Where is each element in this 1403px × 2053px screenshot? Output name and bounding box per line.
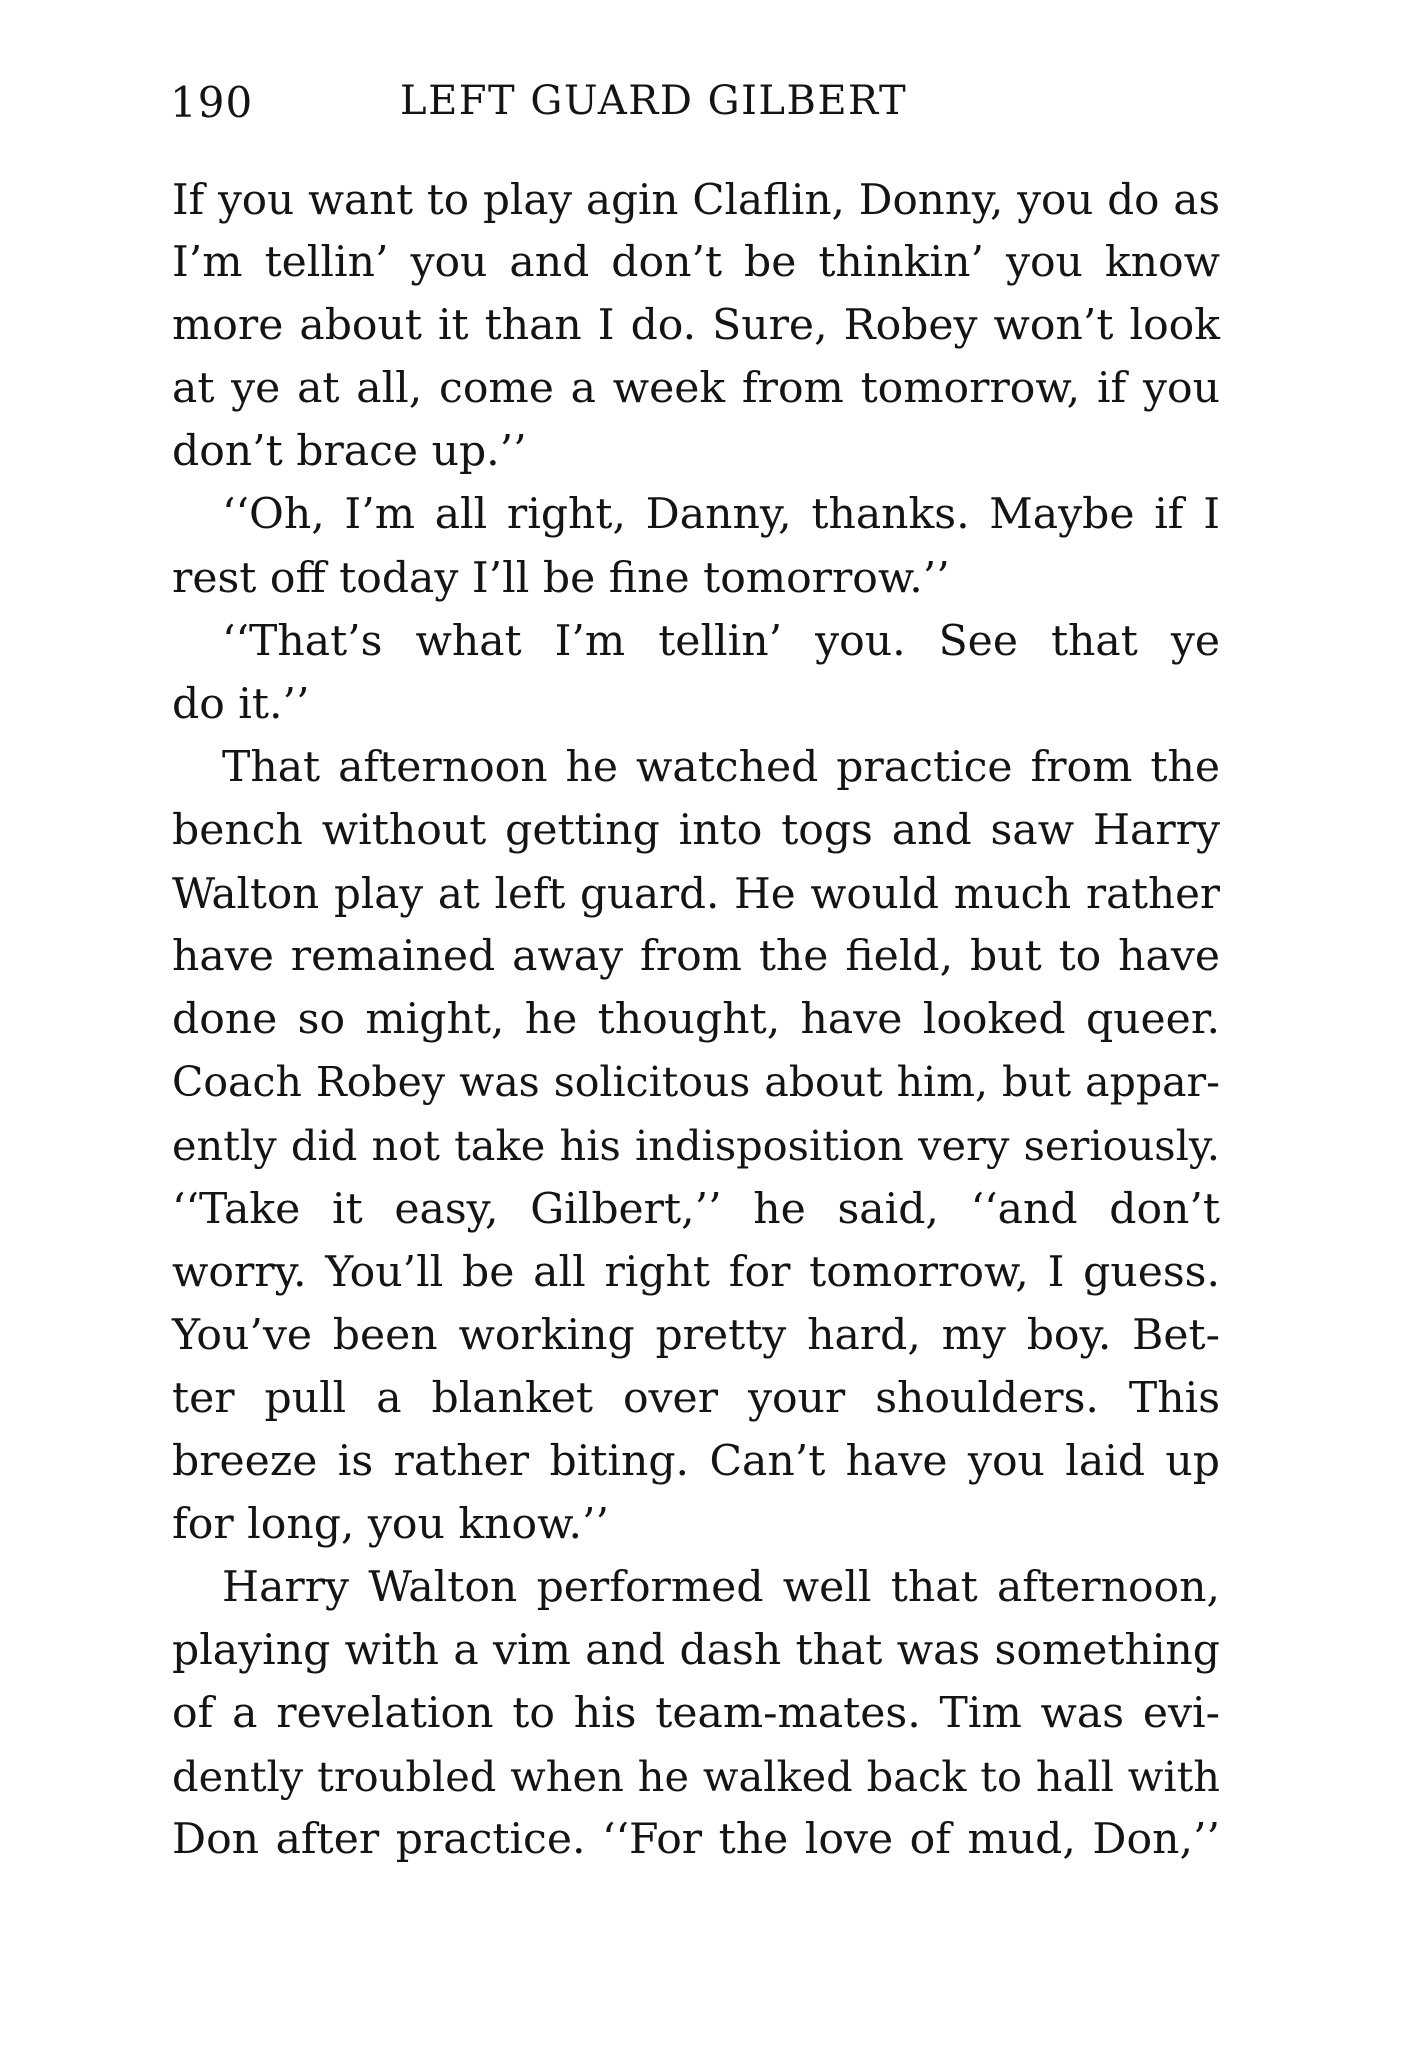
text-line: done so might, he thought, have looked queer. [172,995,1220,1045]
text-line: Walton play at left guard. He would much rather [172,869,1220,919]
text-line: more about it than I do. Sure, Robey won’t look [172,301,1220,351]
text-line: ‘‘That’s what I’m tellin’ you. See that ye [222,616,1220,666]
text-line: for long, you know.’’ [172,1499,609,1549]
text-line: Don after practice. ‘‘For the love of mud, Don,’’ [172,1815,1220,1865]
text-line: ‘‘Oh, I’m all right, Danny, thanks. Maybe if I [222,490,1220,540]
text-line: breeze is rather biting. Can’t have you laid up [172,1436,1220,1486]
text-line: at ye at all, come a week from tomorrow, if you [172,364,1220,414]
text-line: worry. You’ll be all right for tomorrow, I guess. [172,1247,1220,1297]
text-line: don’t brace up.’’ [172,427,527,477]
text-line: bench without getting into togs and saw Harry [172,805,1220,855]
text-line: That afternoon he watched practice from the [222,742,1220,792]
text-line: of a revelation to his team-mates. Tim was evi- [172,1689,1220,1739]
page-number: 190 [170,78,254,127]
text-line: If you want to play agin Claflin, Donny, you do as [172,175,1220,224]
text-line: Coach Robey was solicitous about him, but appar- [172,1058,1220,1107]
text-line: dently troubled when he walked back to hall with [172,1752,1220,1802]
text-line: ter pull a blanket over your shoulders. This [172,1373,1220,1423]
running-title: LEFT GUARD GILBERT [400,78,908,124]
text-line: Harry Walton performed well that afternoon, [222,1563,1220,1613]
text-line: do it.’’ [172,679,310,729]
page-header [170,78,1220,134]
text-line: playing with a vim and dash that was something [172,1626,1220,1676]
text-line: I’m tellin’ you and don’t be thinkin’ you know [172,238,1220,288]
text-line: ently did not take his indisposition very seriously. [172,1121,1220,1171]
text-line: have remained away from the field, but to have [172,932,1220,982]
body-text [172,168,1220,1872]
text-line: ‘‘Take it easy, Gilbert,’’ he said, ‘‘and don’t [172,1184,1220,1234]
text-line: You’ve been working pretty hard, my boy. Bet- [172,1310,1220,1360]
text-line: rest off today I’ll be fine tomorrow.’’ [172,553,950,603]
